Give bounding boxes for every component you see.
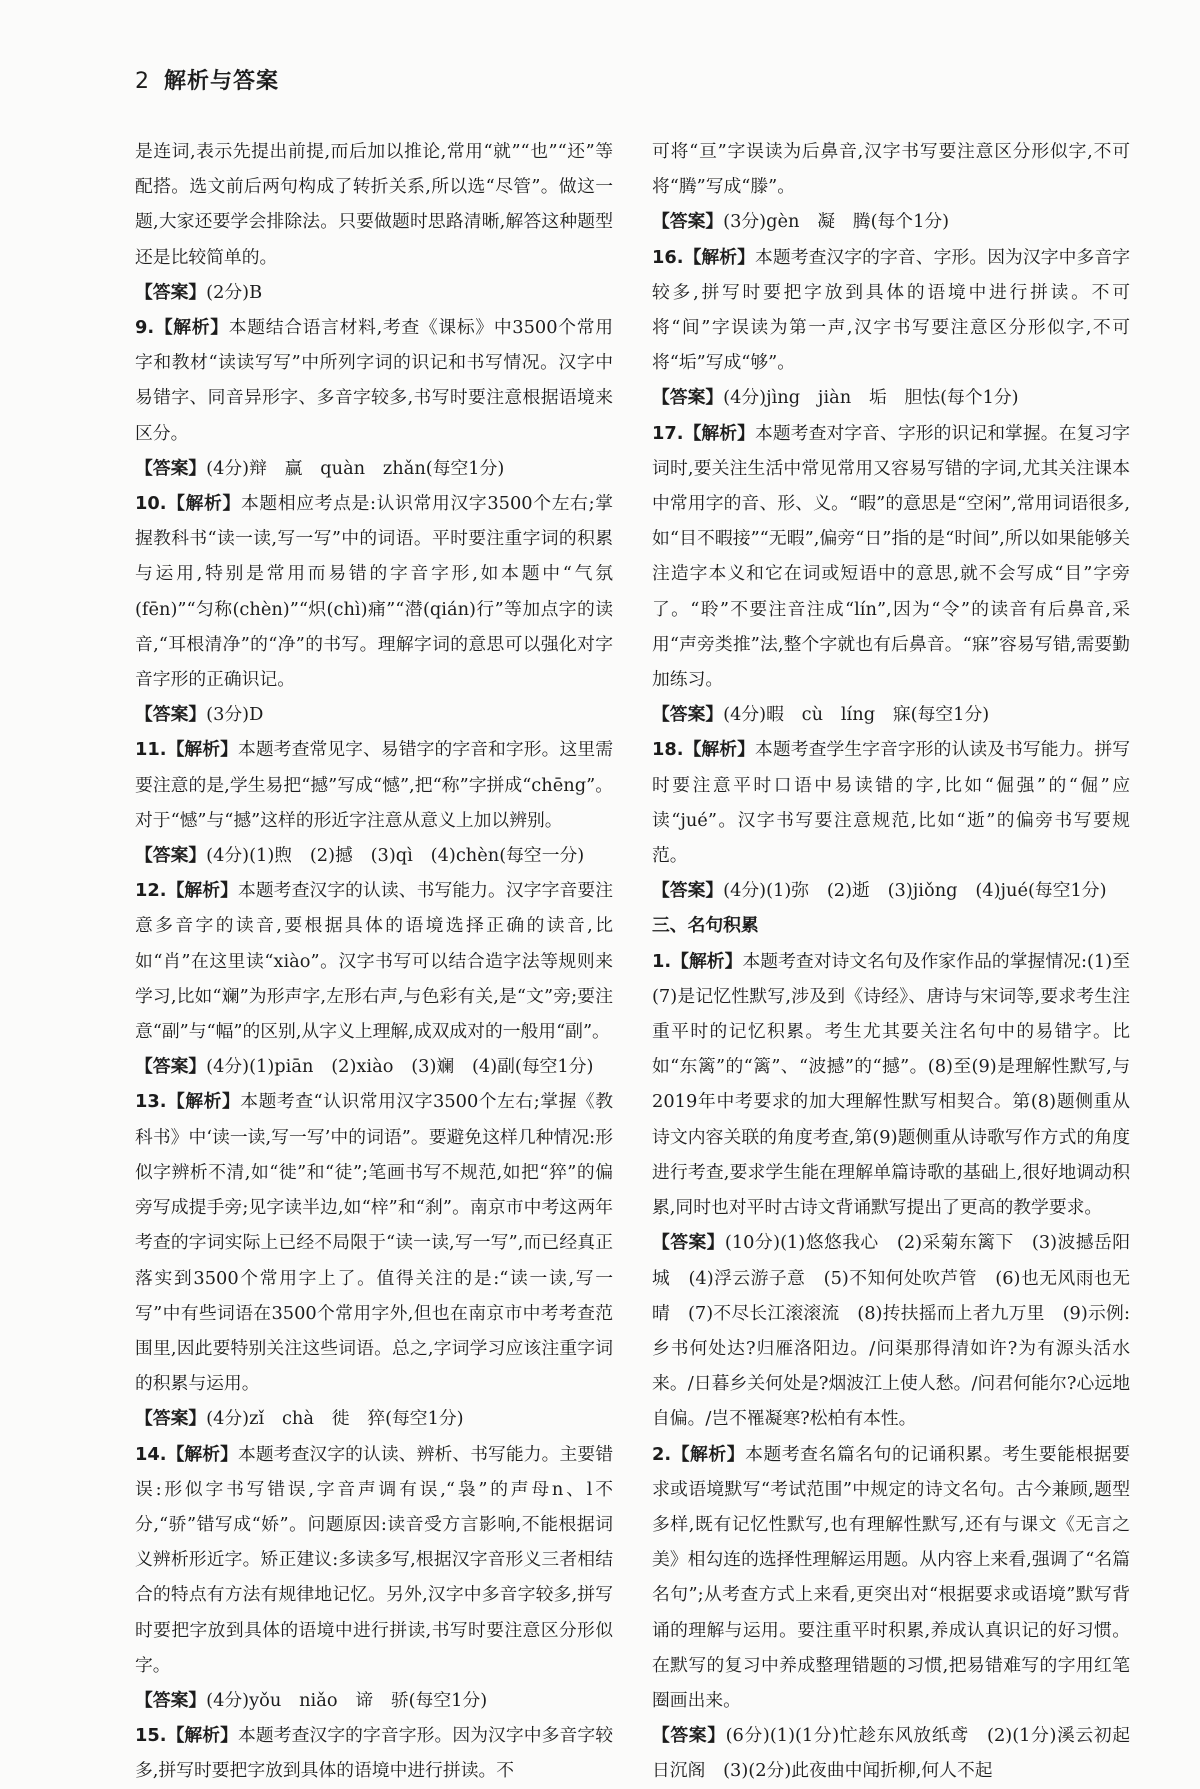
item-text: (10分)(1)悠悠我心 (2)采菊东篱下 (3)波撼岳阳城 (4)浮云游子意 (5)不知何处吹芦管 (6)也无风雨也无晴 (7)不尽长江滚滚流 (8)抟扶摇而上者九万里 (9)示例:乡书何处达?归雁洛阳边。/问渠那得清如许?为有源头活水来。/日暮乡关何处是?烟波江上使人愁。/问君何能尔?心远地自偏。/岂不罹凝寒?松柏有本性。 xyxy=(652,1232,1130,1430)
item-label: 【答案】 xyxy=(135,457,207,479)
paragraph xyxy=(135,275,613,310)
item-label: 1.【解析】 xyxy=(652,950,743,972)
item-text: 本题考查汉字的字音字形。因为汉字中多音字较多,拼写时要把字放到具体的语境中进行拼读。不 xyxy=(135,1725,613,1782)
paragraph xyxy=(135,1401,613,1436)
paragraph xyxy=(135,1683,613,1718)
item-text: 本题考查对诗文名句及作家作品的掌握情况:(1)至(7)是记忆性默写,涉及到《诗经》、唐诗与宋词等,要求考生注重平时的记忆积累。考生尤其要关注名句中的易错字。比如“东篱”的“篱”、“波撼”的“撼”。(8)至(9)是理解性默写,与2019年中考要求的加大理解性默写相契合。第(8)题侧重从诗文内容关联的角度考查,第(9)题侧重从诗歌写作方式的角度进行考查,要求学生能在理解单篇诗歌的基础上,很好地调动积累,同时也对平时古诗文背诵默写提出了更高的教学要求。 xyxy=(652,950,1130,1219)
item-text: (4分)(1)piān (2)xiào (3)斓 (4)副(每空1分) xyxy=(206,1056,594,1078)
item-label: 10.【解析】 xyxy=(135,493,241,515)
item-label: 12.【解析】 xyxy=(135,880,239,902)
paragraph xyxy=(652,1437,1130,1719)
item-label: 【答案】 xyxy=(135,1408,207,1430)
paragraph xyxy=(135,451,613,486)
item-label: 【答案】 xyxy=(652,1232,725,1254)
paragraph xyxy=(652,732,1130,873)
item-label: 【答案】 xyxy=(652,211,724,233)
item-text: (4分)(1)弥 (2)逝 (3)jiǒng (4)jué(每空1分) xyxy=(723,880,1107,902)
paragraph xyxy=(652,416,1130,698)
item-label: 14.【解析】 xyxy=(135,1443,239,1465)
item-label: 【答案】 xyxy=(135,845,207,867)
item-text: 本题考查“认识常用汉字3500个左右;掌握《教科书》中‘读一读,写一写’中的词语”。要避免这样几种情况:形似字辨析不清,如“徙”和“徒”;笔画书写不规范,如把“猝”的偏旁写成提手旁;见字读半边,如“梓”和“刹”。南京市中考这两年考查的字词实际上已经不局限于“读一读,写一写”,而已经真正落实到3500个常用字上了。值得关注的是:“读一读,写一写”中有些词语在3500个常用字外,但也在南京市中考考查范围里,因此要特别关注这些词语。总之,字词学习应该注重字词的积累与运用。 xyxy=(135,1091,613,1395)
paragraph xyxy=(652,1225,1130,1436)
item-text: (4分)yǒu niǎo 谛 骄(每空1分) xyxy=(206,1689,488,1711)
paragraph xyxy=(135,486,613,697)
item-label: 9.【解析】 xyxy=(135,317,229,339)
page-title: 解析与答案 xyxy=(164,69,280,94)
page-number: 2 xyxy=(135,69,150,94)
item-text: 本题考查汉字的认读、辨析、书写能力。主要错误:形似字书写错误,字音声调有误,“袅”的声母n、l不分,“骄”错写成“娇”。问题原因:读音受方言影响,不能根据词义辨析形近字。矫正建议:多读多写,根据汉字音形义三者相结合的特点有方法有规律地记忆。另外,汉字中多音字较多,拼写时要把字放到具体的语境中进行拼读,书写时要注意区分形似字。 xyxy=(135,1443,613,1676)
paragraph xyxy=(652,1718,1130,1788)
item-label: 15.【解析】 xyxy=(135,1725,239,1747)
item-text: (4分)jìng jiàn 垢 胆怯(每个1分) xyxy=(723,387,1019,409)
paragraph xyxy=(652,873,1130,908)
paragraph xyxy=(652,944,1130,1226)
item-label: 【答案】 xyxy=(135,1056,207,1078)
item-text: (3分)gèn 凝 腾(每个1分) xyxy=(723,211,950,233)
left-column xyxy=(135,134,613,1789)
section-heading: 三、名句积累 xyxy=(652,915,759,937)
item-text: (3分)D xyxy=(206,704,264,726)
item-text: (4分)辩 赢 quàn zhǎn(每空1分) xyxy=(206,457,505,479)
item-text: 本题考查对字音、字形的识记和掌握。在复习字词时,要关注生活中常见常用又容易写错的字词,尤其关注课本中常用字的音、形、义。“暇”的意思是“空闲”,常用词语很多,如“目不暇接”“无暇”,偏旁“日”指的是“时间”,所以如果能够关注造字本义和它在词或短语中的意思,就不会写成“目”字旁了。“聆”不要注音注成“lín”,因为“令”的读音有后鼻音,采用“声旁类推”法,整个字就也有后鼻音。“寐”容易写错,需要勤加练习。 xyxy=(652,422,1130,691)
paragraph xyxy=(652,380,1130,415)
item-label: 11.【解析】 xyxy=(135,739,239,761)
item-label: 【答案】 xyxy=(652,1725,726,1747)
item-text: (2分)B xyxy=(206,281,263,303)
paragraph xyxy=(135,134,613,275)
item-text: 本题考查名篇名句的记诵积累。考生要能根据要求或语境默写“考试范围”中规定的诗文名句。古今兼顾,题型多样,既有记忆性默写,也有理解性默写,还有与课文《无言之美》相勾连的选择性理解运用题。从内容上来看,强调了“名篇名句”;从考查方式上来看,更突出对“根据要求或语境”默写背诵的理解与运用。要注重平时积累,养成认真识记的好习惯。在默写的复习中养成整理错题的习惯,把易错难写的字用红笔圈画出来。 xyxy=(652,1443,1130,1711)
item-label: 【答案】 xyxy=(652,880,724,902)
item-label: 17.【解析】 xyxy=(652,422,756,444)
paragraph xyxy=(135,1437,613,1683)
paragraph xyxy=(135,1718,613,1788)
paragraph xyxy=(135,838,613,873)
item-label: 【答案】 xyxy=(135,1689,207,1711)
right-column xyxy=(652,134,1130,1789)
paragraph xyxy=(135,732,613,838)
item-text: 可将“亘”字误读为后鼻音,汉字书写要注意区分形似字,不可将“腾”写成“滕”。 xyxy=(652,141,1130,198)
paragraph xyxy=(135,873,613,1049)
paragraph xyxy=(135,1084,613,1401)
paragraph xyxy=(652,134,1130,204)
item-text: 是连词,表示先提出前提,而后加以推论,常用“就”“也”“还”等配搭。选文前后两句构成了转折关系,所以选“尽管”。做这一题,大家还要学会排除法。只要做题时思路清晰,解答这种题型还是比较简单的。 xyxy=(135,141,613,268)
paragraph xyxy=(135,310,613,451)
item-text: 本题考查汉字的字音、字形。因为汉字中多音字较多,拼写时要把字放到具体的语境中进行拼读。不可将“间”字误读为第一声,汉字书写要注意区分形似字,不可将“垢”写成“够”。 xyxy=(652,246,1130,374)
paragraph xyxy=(135,697,613,732)
item-label: 【答案】 xyxy=(135,704,207,726)
page-header xyxy=(135,64,279,95)
item-label: 2.【解析】 xyxy=(652,1443,746,1465)
paragraph xyxy=(652,204,1130,239)
item-text: (4分)zǐ chà 徙 猝(每空1分) xyxy=(206,1408,464,1430)
paragraph xyxy=(652,240,1130,381)
item-label: 18.【解析】 xyxy=(652,739,756,761)
item-label: 【答案】 xyxy=(652,387,724,409)
item-text: 本题相应考点是:认识常用汉字3500个左右;掌握教科书“读一读,写一写”中的词语。平时要注重字词的积累与运用,特别是常用而易错的字音字形,如本题中“气氛(fēn)”“匀称(chèn)”“炽(chì)痛”“潜(qián)行”等加点字的读音,“耳根清净”的“净”的书写。理解字词的意思可以强化对字音字形的正确识记。 xyxy=(135,493,614,691)
item-label: 【答案】 xyxy=(652,704,724,726)
item-text: 本题考查常见字、易错字的字音和字形。这里需要注意的是,学生易把“撼”写成“憾”,把“称”字拼成“chēng”。对于“憾”与“撼”这样的形近字注意从意义上加以辨别。 xyxy=(135,739,613,831)
item-label: 【答案】 xyxy=(135,281,207,303)
item-text: (4分)暇 cù líng 寐(每空1分) xyxy=(723,704,990,726)
item-text: 本题考查汉字的认读、书写能力。汉字字音要注意多音字的读音,要根据具体的语境选择正确的读音,比如“肖”在这里读“xiào”。汉字书写可以结合造字法等规则来学习,比如“斓”为形声字,左形右声,与色彩有关,是“文”旁;要注意“副”与“幅”的区别,从字义上理解,成双成对的一般用“副”。 xyxy=(135,880,613,1043)
item-label: 16.【解析】 xyxy=(652,246,756,268)
paragraph xyxy=(652,697,1130,732)
paragraph xyxy=(135,1049,613,1084)
item-text: (4分)(1)煦 (2)撼 (3)qì (4)chèn(每空一分) xyxy=(206,845,585,867)
item-label: 13.【解析】 xyxy=(135,1091,241,1113)
item-text: (6分)(1)(1分)忙趁东风放纸鸢 (2)(1分)溪云初起日沉阁 (3)(2分)此夜曲中闻折柳,何人不起 xyxy=(652,1725,1130,1782)
item-text: 本题结合语言材料,考查《课标》中3500个常用字和教材“读读写写”中所列字词的识记和书写情况。汉字中易错字、同音异形字、多音字较多,书写时要注意根据语境来区分。 xyxy=(135,317,613,444)
item-text: 本题考查学生字音字形的认读及书写能力。拼写时要注意平时口语中易读错的字,比如“倔强”的“倔”应读“jué”。汉字书写要注意规范,比如“逝”的偏旁书写要规范。 xyxy=(652,739,1130,867)
